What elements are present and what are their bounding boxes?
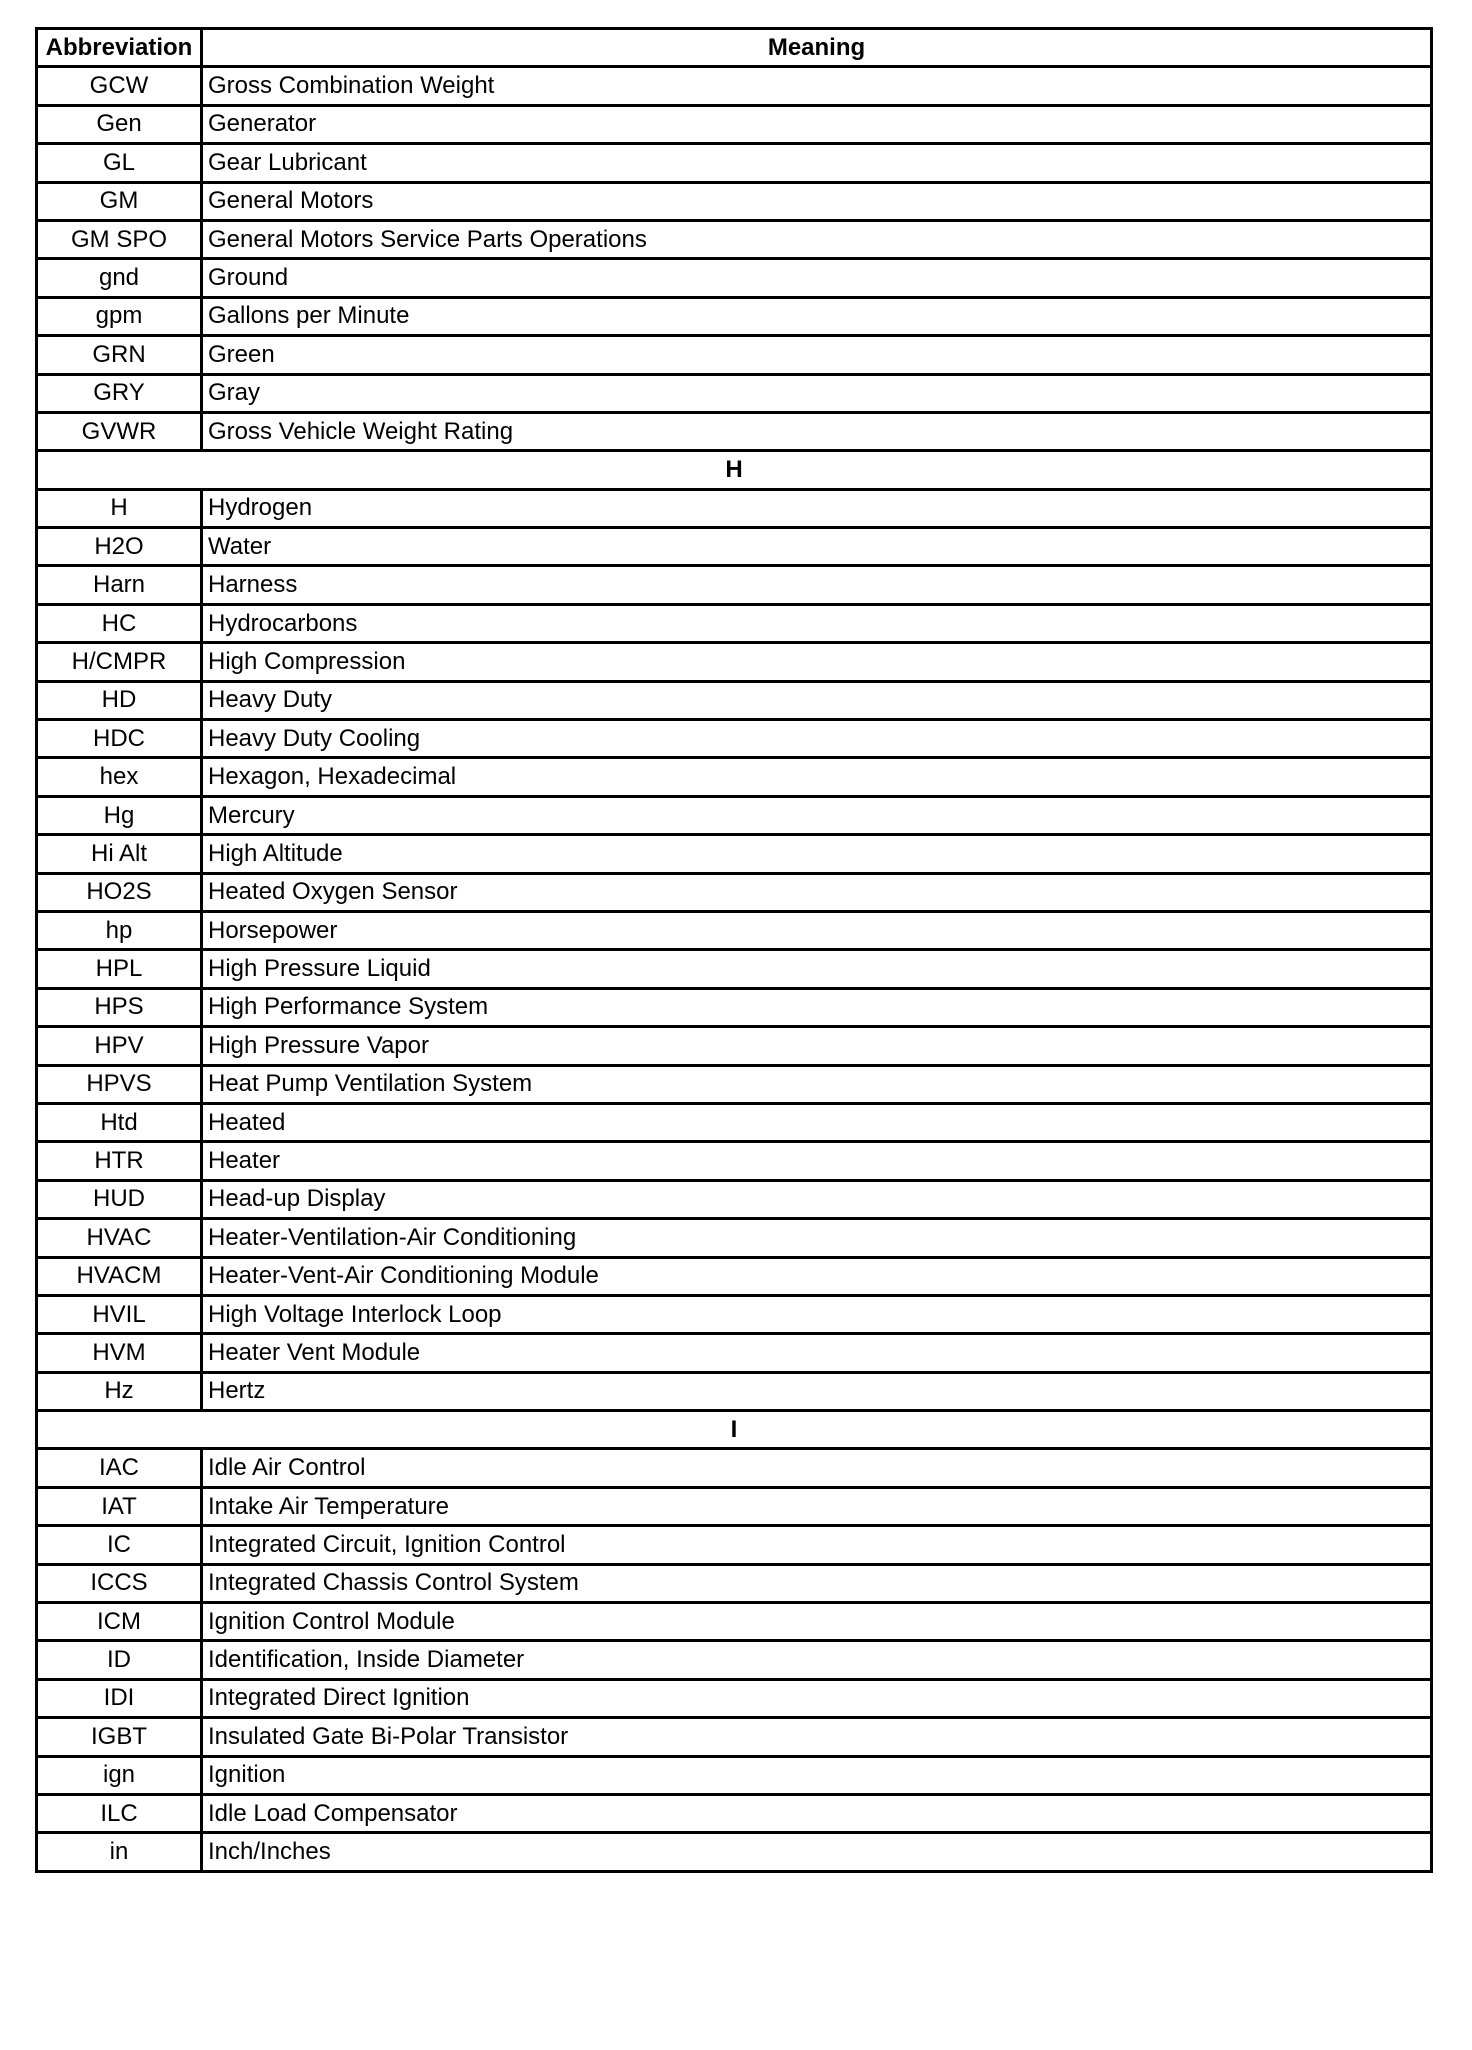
meaning-cell: Heated	[202, 1103, 1432, 1141]
table-row	[37, 988, 1432, 1026]
abbreviation-cell: ICM	[37, 1603, 202, 1641]
table-body	[37, 67, 1432, 1871]
abbreviation-cell: GCW	[37, 67, 202, 105]
section-row	[37, 1411, 1432, 1449]
table-row	[37, 758, 1432, 796]
table-row	[37, 643, 1432, 681]
abbreviation-cell: gnd	[37, 259, 202, 297]
meaning-cell: High Compression	[202, 643, 1432, 681]
meaning-cell: Hertz	[202, 1372, 1432, 1410]
abbreviation-cell: HPV	[37, 1027, 202, 1065]
meaning-cell: High Altitude	[202, 835, 1432, 873]
meaning-cell: Generator	[202, 105, 1432, 143]
abbreviation-cell: HTR	[37, 1142, 202, 1180]
abbreviation-cell: GRN	[37, 336, 202, 374]
abbreviation-cell: GRY	[37, 374, 202, 412]
abbreviation-cell: ID	[37, 1641, 202, 1679]
abbreviation-cell: HPVS	[37, 1065, 202, 1103]
abbreviation-cell: HC	[37, 604, 202, 642]
meaning-cell: Idle Air Control	[202, 1449, 1432, 1487]
abbreviation-cell: HDC	[37, 720, 202, 758]
header-row	[37, 29, 1432, 67]
abbreviation-cell: IGBT	[37, 1718, 202, 1756]
meaning-cell: Heat Pump Ventilation System	[202, 1065, 1432, 1103]
table-row	[37, 1295, 1432, 1333]
abbreviation-header: Abbreviation	[37, 29, 202, 67]
meaning-cell: Ignition Control Module	[202, 1603, 1432, 1641]
table-row	[37, 720, 1432, 758]
abbreviation-cell: HO2S	[37, 873, 202, 911]
abbreviation-cell: HVIL	[37, 1295, 202, 1333]
section-heading: H	[37, 451, 1432, 489]
abbreviation-cell: IAC	[37, 1449, 202, 1487]
table-row	[37, 144, 1432, 182]
meaning-cell: Identification, Inside Diameter	[202, 1641, 1432, 1679]
abbreviation-cell: HVAC	[37, 1219, 202, 1257]
table-row	[37, 950, 1432, 988]
abbreviation-cell: Hg	[37, 796, 202, 834]
abbreviation-cell: IC	[37, 1526, 202, 1564]
table-row	[37, 1833, 1432, 1871]
table-row	[37, 1756, 1432, 1794]
table-row	[37, 873, 1432, 911]
table-row	[37, 297, 1432, 335]
abbreviation-cell: GL	[37, 144, 202, 182]
abbreviation-cell: GVWR	[37, 412, 202, 450]
abbreviation-cell: HVM	[37, 1334, 202, 1372]
meaning-cell: Heater-Ventilation-Air Conditioning	[202, 1219, 1432, 1257]
table-row	[37, 1718, 1432, 1756]
meaning-cell: Hexagon, Hexadecimal	[202, 758, 1432, 796]
table-row	[37, 1641, 1432, 1679]
table-row	[37, 336, 1432, 374]
abbreviation-cell: HPS	[37, 988, 202, 1026]
abbreviation-cell: IAT	[37, 1487, 202, 1525]
table-row	[37, 1487, 1432, 1525]
abbreviation-cell: HUD	[37, 1180, 202, 1218]
abbreviation-cell: IDI	[37, 1679, 202, 1717]
table-row	[37, 67, 1432, 105]
meaning-cell: Ignition	[202, 1756, 1432, 1794]
meaning-cell: Harness	[202, 566, 1432, 604]
table-row	[37, 1065, 1432, 1103]
meaning-cell: Mercury	[202, 796, 1432, 834]
table-row	[37, 220, 1432, 258]
meaning-cell: Heated Oxygen Sensor	[202, 873, 1432, 911]
meaning-cell: General Motors	[202, 182, 1432, 220]
table-row	[37, 1603, 1432, 1641]
meaning-cell: Gear Lubricant	[202, 144, 1432, 182]
table-row	[37, 835, 1432, 873]
meaning-cell: Heavy Duty	[202, 681, 1432, 719]
meaning-cell: Inch/Inches	[202, 1833, 1432, 1871]
table-row	[37, 1564, 1432, 1602]
table-row	[37, 796, 1432, 834]
meaning-cell: Head-up Display	[202, 1180, 1432, 1218]
table-row	[37, 1449, 1432, 1487]
meaning-cell: Ground	[202, 259, 1432, 297]
meaning-cell: High Voltage Interlock Loop	[202, 1295, 1432, 1333]
meaning-cell: Water	[202, 528, 1432, 566]
abbreviation-cell: gpm	[37, 297, 202, 335]
table-row	[37, 681, 1432, 719]
meaning-cell: Gallons per Minute	[202, 297, 1432, 335]
table-row	[37, 566, 1432, 604]
meaning-cell: Heater	[202, 1142, 1432, 1180]
meaning-cell: Intake Air Temperature	[202, 1487, 1432, 1525]
abbreviation-cell: H	[37, 489, 202, 527]
table-row	[37, 1027, 1432, 1065]
table-row	[37, 528, 1432, 566]
abbreviation-cell: Harn	[37, 566, 202, 604]
meaning-cell: Hydrogen	[202, 489, 1432, 527]
meaning-cell: Gray	[202, 374, 1432, 412]
meaning-cell: Integrated Circuit, Ignition Control	[202, 1526, 1432, 1564]
abbreviation-cell: hp	[37, 911, 202, 949]
meaning-cell: Integrated Chassis Control System	[202, 1564, 1432, 1602]
abbreviation-cell: ICCS	[37, 1564, 202, 1602]
meaning-cell: Horsepower	[202, 911, 1432, 949]
meaning-cell: Heater Vent Module	[202, 1334, 1432, 1372]
table-row	[37, 1679, 1432, 1717]
abbreviation-cell: Hz	[37, 1372, 202, 1410]
meaning-cell: Heater-Vent-Air Conditioning Module	[202, 1257, 1432, 1295]
table-row	[37, 1372, 1432, 1410]
table-row	[37, 1526, 1432, 1564]
table-row	[37, 1180, 1432, 1218]
meaning-cell: Heavy Duty Cooling	[202, 720, 1432, 758]
table-row	[37, 1103, 1432, 1141]
abbreviation-cell: ign	[37, 1756, 202, 1794]
abbreviation-cell: hex	[37, 758, 202, 796]
table-row	[37, 105, 1432, 143]
abbreviation-cell: H2O	[37, 528, 202, 566]
table-row	[37, 412, 1432, 450]
table-row	[37, 1794, 1432, 1832]
meaning-cell: Integrated Direct Ignition	[202, 1679, 1432, 1717]
abbreviation-cell: GM	[37, 182, 202, 220]
table-row	[37, 604, 1432, 642]
table-row	[37, 1334, 1432, 1372]
abbreviation-cell: Htd	[37, 1103, 202, 1141]
meaning-cell: Gross Vehicle Weight Rating	[202, 412, 1432, 450]
meaning-cell: Green	[202, 336, 1432, 374]
abbreviation-cell: HVACM	[37, 1257, 202, 1295]
meaning-cell: General Motors Service Parts Operations	[202, 220, 1432, 258]
meaning-cell: Insulated Gate Bi-Polar Transistor	[202, 1718, 1432, 1756]
table-row	[37, 1142, 1432, 1180]
abbreviation-cell: GM SPO	[37, 220, 202, 258]
meaning-cell: High Pressure Vapor	[202, 1027, 1432, 1065]
meaning-header: Meaning	[202, 29, 1432, 67]
table-row	[37, 182, 1432, 220]
table-row	[37, 374, 1432, 412]
table-row	[37, 911, 1432, 949]
meaning-cell: High Pressure Liquid	[202, 950, 1432, 988]
meaning-cell: Gross Combination Weight	[202, 67, 1432, 105]
abbreviation-table	[35, 27, 1433, 1873]
abbreviation-cell: HPL	[37, 950, 202, 988]
table-row	[37, 489, 1432, 527]
meaning-cell: Hydrocarbons	[202, 604, 1432, 642]
abbreviation-cell: Gen	[37, 105, 202, 143]
table-row	[37, 259, 1432, 297]
table-row	[37, 1257, 1432, 1295]
abbreviation-cell: ILC	[37, 1794, 202, 1832]
meaning-cell: High Performance System	[202, 988, 1432, 1026]
meaning-cell: Idle Load Compensator	[202, 1794, 1432, 1832]
abbreviation-cell: Hi Alt	[37, 835, 202, 873]
abbreviation-cell: HD	[37, 681, 202, 719]
abbreviation-cell: H/CMPR	[37, 643, 202, 681]
section-heading: I	[37, 1411, 1432, 1449]
section-row	[37, 451, 1432, 489]
table-row	[37, 1219, 1432, 1257]
abbreviation-cell: in	[37, 1833, 202, 1871]
